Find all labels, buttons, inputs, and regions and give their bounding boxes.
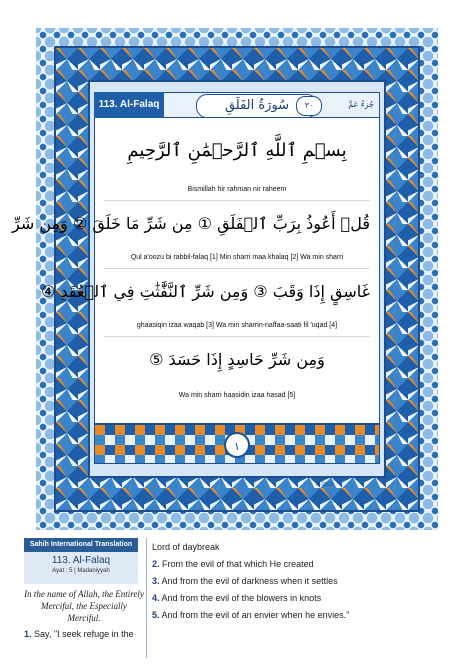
verse-5 — [152, 610, 349, 620]
verse-number: 4. — [152, 593, 160, 603]
translation-title-box — [24, 552, 138, 584]
juz-label: جُزءُ عَمَّ — [348, 100, 374, 109]
verse-text: And from the evil of darkness when it settles — [161, 576, 338, 586]
basmala-translit: Bismillah hir rahman nir raheem — [187, 186, 287, 193]
verse-text: Say, "I seek refuge in the — [34, 629, 134, 639]
verse-number: 1. — [24, 629, 32, 639]
verse-1-continuation: Lord of daybreak — [152, 542, 220, 552]
translation-header: Sahih International Translation — [24, 538, 138, 552]
divider — [104, 336, 370, 337]
verse-text: And from the evil of the blowers in knots — [161, 593, 322, 603]
verse-number: 5. — [152, 610, 160, 620]
verse-2 — [152, 559, 314, 569]
translit-line-1: Qul a'oozu bi rabbil-falaq [1] Min sharri maa khalaq [2] Wa min sharri — [130, 254, 344, 261]
verse-text: And from the evil of an envier when he envies." — [161, 610, 350, 620]
verse-4 — [152, 593, 321, 603]
surah-name-arabic: سُورَةُ الفَلَقِ — [196, 94, 318, 118]
printer-mark: M-2009 — [316, 482, 333, 488]
surah-label: 113. Al-Falaq — [94, 92, 164, 118]
translit-line-3: Wa min sharri haasidin izaa hasad [5] — [178, 392, 296, 399]
ayah-line-2: غَاسِقٍ إِذَا وَقَبَ ③ وَمِن شَرِّ ٱلنَّفَّٰثَٰتِ فِي ٱلۡعُقَدِ ④ — [40, 282, 370, 301]
page-number: ١ — [224, 432, 250, 458]
surah-number-arabic: ٣٠ — [296, 96, 322, 116]
divider — [104, 268, 370, 269]
verse-3 — [152, 576, 338, 586]
verse-text: From the evil of that which He created — [162, 559, 314, 569]
column-divider — [146, 538, 147, 658]
ayah-line-3: وَمِن شَرِّ حَاسِدٍ إِذَا حَسَدَ ⑤ — [149, 350, 325, 369]
translation-meta: Ayat : 5 | Madaniyyah — [52, 568, 110, 574]
ayah-line-1: قُلۡ أَعُوذُ بِرَبِّ ٱلۡفَلَقِ ① مِن شَرِّ مَا خَلَقَ ② وَمِن شَرِّ — [12, 214, 370, 233]
basmala-arabic: بِسۡمِ ٱللَّهِ ٱلرَّحۡمَٰنِ ٱلرَّحِيمِ — [127, 140, 347, 161]
translation-title: 113. Al-Falaq — [51, 555, 111, 566]
basmala-english: In the name of Allah, the Entirely Merciful, the Especially Merciful. — [24, 589, 144, 623]
divider — [104, 200, 370, 201]
verse-number: 3. — [152, 576, 160, 586]
translit-line-2: ghaasiqin izaa waqab [3] Wa min sharrin-naffaa-saati fil 'uqad [4] — [136, 322, 338, 329]
verse-number: 2. — [152, 559, 160, 569]
verse-1 — [24, 628, 144, 640]
